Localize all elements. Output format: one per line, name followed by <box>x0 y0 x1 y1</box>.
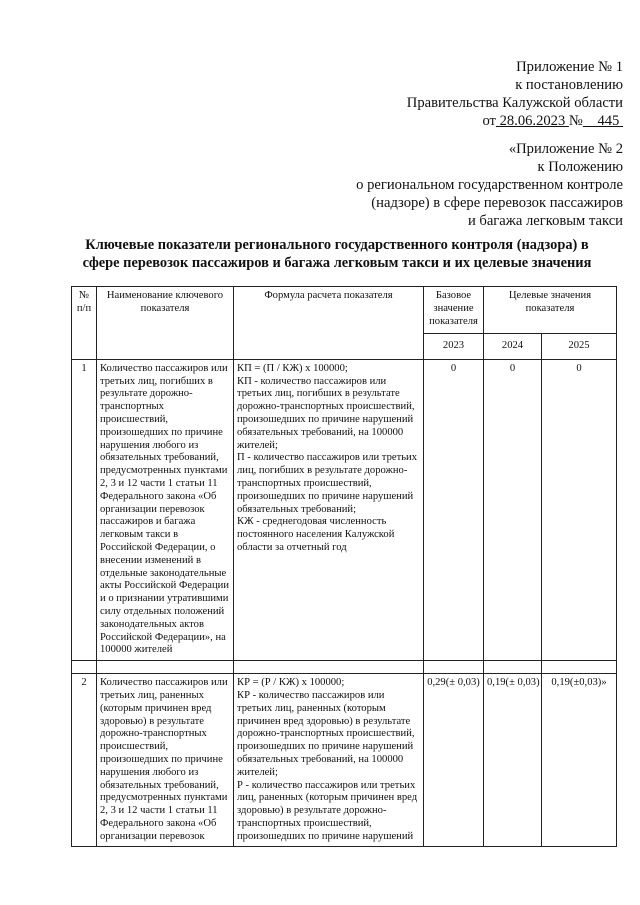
row-1-name: Количество пассажиров или третьих лиц, погибших в результате дорожно-транспортных происшествий, произошедших по причине нарушения любого из обязательных требований, предусмотренных пунктами 2, 3 и 12 части 1 статьи 11 Федерального закона «Об организации перевозок пассажиров и багажа легковым такси в Российской Федерации, о внесении изменений в отдельные законодательные акты Российской Федерации и о признании утратившими силу отдельных положений законодательных актов Российской Федерации», на 100000 жителей <box>97 359 234 660</box>
row-1-formula-line: П - количество пассажиров или третьих лиц, погибших в результате дорожно-транспортных происшествий, произошедших по причине нарушений обязательных требований; <box>237 452 417 515</box>
annex-1-header <box>407 58 623 130</box>
row-2-2024: 0,19(± 0,03) <box>484 674 542 847</box>
annex-2-to-regulation: к Положению <box>537 159 623 175</box>
header-year-2024: 2024 <box>484 334 542 360</box>
annex-2-line-4: (надзоре) в сфере перевозок пассажиров <box>371 195 623 211</box>
row-1-base: 0 <box>424 359 484 660</box>
header-year-2025: 2025 <box>542 334 617 360</box>
number-sign: № <box>568 113 583 129</box>
table-row <box>72 674 617 847</box>
annex-1-government: Правительства Калужской области <box>406 95 623 111</box>
row-1-formula-line: КП = (П / КЖ) х 100000; <box>237 362 348 374</box>
row-2-formula-line: КР - количество пассажиров или третьих лиц, раненных (которым причинен вред здоровью) в результате дорожно-транспортных происшествий, произошедших по причине нарушений обязательных требований, на 100000 жителей; <box>237 689 415 778</box>
date-prefix: от <box>482 113 496 129</box>
annex-1-date-line <box>407 112 623 130</box>
annex-2-line-3: о региональном государственном контроле <box>356 177 623 193</box>
row-1-2025: 0 <box>542 359 617 660</box>
annex-2-line-5: и багажа легковым такси <box>467 213 623 229</box>
annex-2-header <box>356 140 623 230</box>
row-2-formula-line: Р - количество пассажиров или третьих лиц, раненных (которым причинен вред здоровью) в результате дорожно-транспортных происшествий, произошедших по причине нарушений <box>237 779 418 842</box>
row-2-formula-line: КР = (Р / КЖ) х 100000; <box>237 677 345 689</box>
resolution-date: 28.06.2023 <box>499 113 566 129</box>
row-1-formula-line: КП - количество пассажиров или третьих лиц, погибших в результате дорожно-транспортных происшествий, произошедших по причине нарушений обязательных требований, на 100000 жителей; <box>237 375 415 451</box>
row-1-formula-line: КЖ - среднегодовая численность постоянного населения Калужской области за отчетный год <box>237 516 395 553</box>
annex-2-title: «Приложение № 2 <box>508 141 623 157</box>
header-year-2023: 2023 <box>424 334 484 360</box>
document-title: Ключевые показатели регионального государственного контроля (надзора) в сфере перевозок пассажиров и багажа легковым такси и их целевые значения <box>82 237 592 271</box>
annex-1-title: Приложение № 1 <box>516 59 623 75</box>
table-gap-row <box>72 661 617 674</box>
row-2-name: Количество пассажиров или третьих лиц, раненных (которым причинен вред здоровью) в результате дорожно-транспортных происшествий, произошедших по причине нарушения любого из обязательных требований, предусмотренных пунктами 2, 3 и 12 части 1 статьи 11 Федерального закона «Об организации перевозок <box>97 674 234 847</box>
row-1-num: 1 <box>72 359 97 660</box>
row-1-formula <box>234 359 424 660</box>
table-row <box>72 359 617 660</box>
row-1-2024: 0 <box>484 359 542 660</box>
indicators-table <box>71 286 617 847</box>
annex-1-to-resolution: к постановлению <box>515 77 623 93</box>
row-2-formula <box>234 674 424 847</box>
row-2-num: 2 <box>72 674 97 847</box>
header-target: Целевые значения показателя <box>484 287 617 334</box>
header-formula: Формула расчета показателя <box>234 287 424 360</box>
header-base: Базовое значение показателя <box>424 287 484 334</box>
row-2-base: 0,29(± 0,03) <box>424 674 484 847</box>
header-num: № п/п <box>72 287 97 360</box>
table-header-row <box>72 287 617 334</box>
resolution-number: 445 <box>597 113 620 129</box>
row-2-2025: 0,19(±0,03)» <box>542 674 617 847</box>
header-name: Наименование ключевого показателя <box>97 287 234 360</box>
